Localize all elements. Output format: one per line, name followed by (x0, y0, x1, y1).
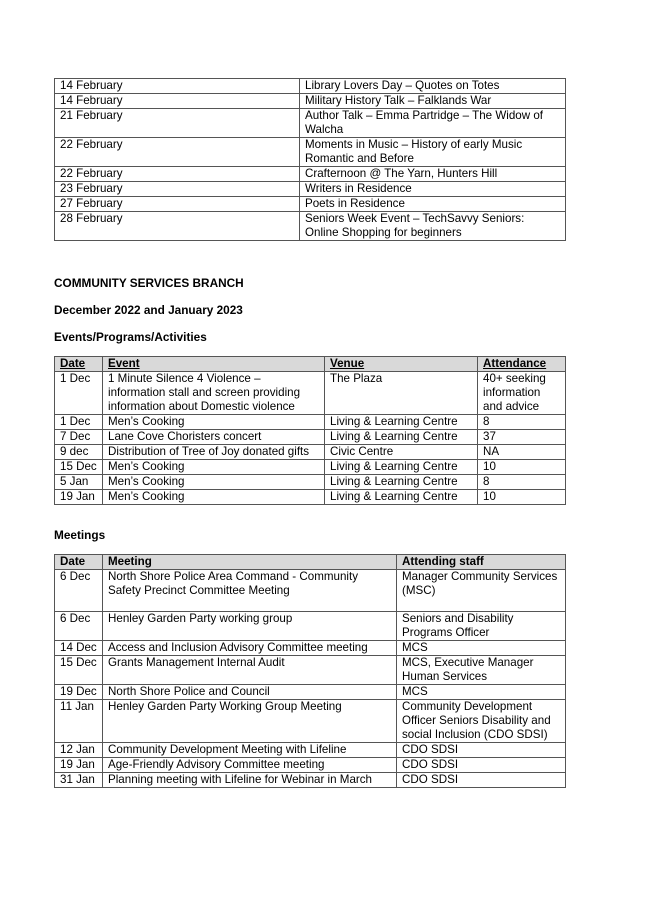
meetings-heading: Meetings (54, 528, 106, 542)
date-cell: 22 February (55, 138, 300, 167)
table-row (55, 641, 566, 656)
date-cell: 23 February (55, 182, 300, 197)
staff-cell: CDO SDSI (397, 743, 566, 758)
february-events-table (54, 78, 566, 241)
branch-title: COMMUNITY SERVICES BRANCH (54, 276, 244, 290)
event-cell: Crafternoon @ The Yarn, Hunters Hill (300, 167, 566, 182)
event-cell: Men’s Cooking (103, 415, 325, 430)
venue-cell: Living & Learning Centre (325, 490, 478, 505)
attendance-cell: 10 (478, 490, 566, 505)
table-header-row (55, 555, 566, 570)
staff-cell: CDO SDSI (397, 773, 566, 788)
header-attendance: Attendance (478, 357, 566, 372)
event-cell: Poets in Residence (300, 197, 566, 212)
meeting-cell: Access and Inclusion Advisory Committee meeting (103, 641, 397, 656)
attendance-cell: NA (478, 445, 566, 460)
meeting-cell: North Shore Police Area Command - Community Safety Precinct Committee Meeting (103, 570, 397, 612)
header-venue: Venue (325, 357, 478, 372)
date-cell: 22 February (55, 167, 300, 182)
table-row (55, 656, 566, 685)
period-heading: December 2022 and January 2023 (54, 303, 243, 317)
event-cell: Library Lovers Day – Quotes on Totes (300, 79, 566, 94)
meeting-cell: Community Development Meeting with Lifeline (103, 743, 397, 758)
date-cell: 6 Dec (55, 570, 103, 612)
staff-cell: CDO SDSI (397, 758, 566, 773)
table-row (55, 570, 566, 612)
date-cell: 14 February (55, 79, 300, 94)
venue-cell: Living & Learning Centre (325, 475, 478, 490)
date-cell: 27 February (55, 197, 300, 212)
event-cell: Men’s Cooking (103, 475, 325, 490)
table-row (55, 490, 566, 505)
date-cell: 14 Dec (55, 641, 103, 656)
date-cell: 19 Jan (55, 758, 103, 773)
attendance-cell: 8 (478, 475, 566, 490)
events-table (54, 356, 566, 505)
date-cell: 5 Jan (55, 475, 103, 490)
table-row (55, 182, 566, 197)
event-cell: Writers in Residence (300, 182, 566, 197)
table-row (55, 445, 566, 460)
staff-cell: Seniors and Disability Programs Officer (397, 612, 566, 641)
event-cell: Men’s Cooking (103, 490, 325, 505)
table-row (55, 138, 566, 167)
table-row (55, 685, 566, 700)
venue-cell: Living & Learning Centre (325, 415, 478, 430)
table-row (55, 372, 566, 415)
staff-cell: MCS, Executive Manager Human Services (397, 656, 566, 685)
date-cell: 9 dec (55, 445, 103, 460)
table-row (55, 94, 566, 109)
header-date: Date (55, 555, 103, 570)
header-meeting: Meeting (103, 555, 397, 570)
events-heading: Events/Programs/Activities (54, 330, 207, 344)
table-row (55, 743, 566, 758)
date-cell: 28 February (55, 212, 300, 241)
staff-cell: MCS (397, 685, 566, 700)
table-row (55, 460, 566, 475)
header-staff: Attending staff (397, 555, 566, 570)
venue-cell: The Plaza (325, 372, 478, 415)
event-cell: Men’s Cooking (103, 460, 325, 475)
staff-cell: Manager Community Services (MSC) (397, 570, 566, 612)
event-cell: Author Talk – Emma Partridge – The Widow of Walcha (300, 109, 566, 138)
table-row (55, 758, 566, 773)
meeting-cell: Planning meeting with Lifeline for Webinar in March (103, 773, 397, 788)
event-cell: Seniors Week Event – TechSavvy Seniors: Online Shopping for beginners (300, 212, 566, 241)
table-row (55, 612, 566, 641)
date-cell: 7 Dec (55, 430, 103, 445)
table-row (55, 700, 566, 743)
meetings-table (54, 554, 566, 788)
table-row (55, 773, 566, 788)
header-event: Event (103, 357, 325, 372)
header-date: Date (55, 357, 103, 372)
date-cell: 15 Dec (55, 656, 103, 685)
meeting-cell: Henley Garden Party working group (103, 612, 397, 641)
venue-cell: Civic Centre (325, 445, 478, 460)
table-row (55, 109, 566, 138)
date-cell: 6 Dec (55, 612, 103, 641)
meeting-cell: Age-Friendly Advisory Committee meeting (103, 758, 397, 773)
venue-cell: Living & Learning Centre (325, 430, 478, 445)
event-cell: Military History Talk – Falklands War (300, 94, 566, 109)
event-cell: Moments in Music – History of early Music Romantic and Before (300, 138, 566, 167)
table-row (55, 79, 566, 94)
date-cell: 1 Dec (55, 372, 103, 415)
table-row (55, 197, 566, 212)
attendance-cell: 10 (478, 460, 566, 475)
event-cell: 1 Minute Silence 4 Violence – information stall and screen providing information about Domestic violence (103, 372, 325, 415)
meeting-cell: Henley Garden Party Working Group Meeting (103, 700, 397, 743)
date-cell: 19 Jan (55, 490, 103, 505)
date-cell: 1 Dec (55, 415, 103, 430)
attendance-cell: 40+ seeking information and advice (478, 372, 566, 415)
staff-cell: Community Development Officer Seniors Disability and social Inclusion (CDO SDSI) (397, 700, 566, 743)
table-row (55, 430, 566, 445)
table-row (55, 212, 566, 241)
date-cell: 21 February (55, 109, 300, 138)
attendance-cell: 8 (478, 415, 566, 430)
date-cell: 31 Jan (55, 773, 103, 788)
table-header-row (55, 357, 566, 372)
meeting-cell: Grants Management Internal Audit (103, 656, 397, 685)
date-cell: 15 Dec (55, 460, 103, 475)
table-row (55, 415, 566, 430)
date-cell: 11 Jan (55, 700, 103, 743)
date-cell: 14 February (55, 94, 300, 109)
staff-cell: MCS (397, 641, 566, 656)
table-row (55, 167, 566, 182)
meeting-cell: North Shore Police and Council (103, 685, 397, 700)
date-cell: 12 Jan (55, 743, 103, 758)
attendance-cell: 37 (478, 430, 566, 445)
table-row (55, 475, 566, 490)
date-cell: 19 Dec (55, 685, 103, 700)
venue-cell: Living & Learning Centre (325, 460, 478, 475)
event-cell: Lane Cove Choristers concert (103, 430, 325, 445)
event-cell: Distribution of Tree of Joy donated gifts (103, 445, 325, 460)
